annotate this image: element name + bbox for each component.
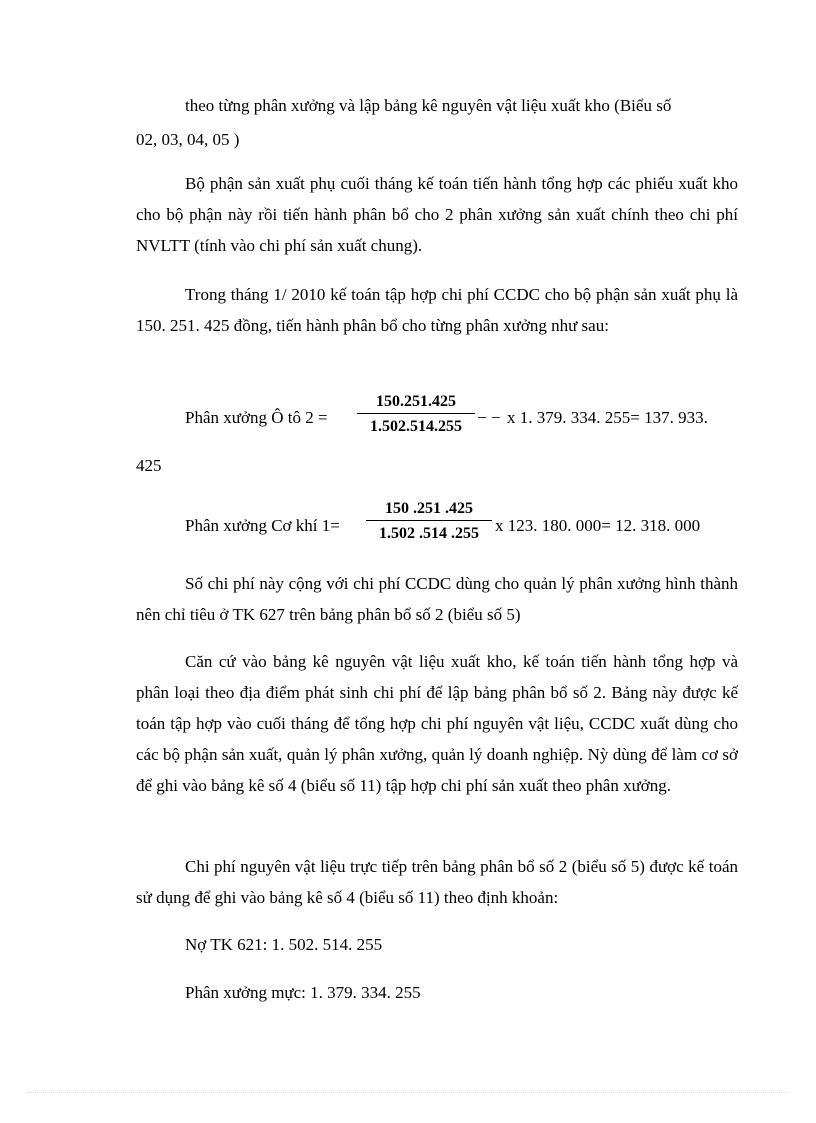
paragraph-5: Căn cứ vào bảng kê nguyên vật liệu xuất kho, kế toán tiến hành tổng hợp và phân loại theo địa điểm phát sinh chi phí để lập bảng phân bổ số 2. Bảng này được kế toán tập hợp vào cuối tháng để tổng hợp chi phí nguyên vật liệu, CCDC xuất dùng cho các bộ phận sản xuất, quản lý phân xưởng, quản lý doanh nghiệp. Nỳ dùng để làm cơ sở để ghi vào bảng kê số 4 (biểu số 11) tập hợp chi phí sản xuất theo phân xưởng. (136, 652, 738, 795)
formula-1-label: Phân xưởng Ô tô 2 = (185, 408, 328, 427)
paragraph-2: Bộ phận sản xuất phụ cuối tháng kế toán tiến hành tổng hợp các phiếu xuất kho cho bộ phận này rồi tiến hành phân bổ cho 2 phân xưởng sản xuất chính theo chi phí NVLTT (tính vào chi phí sản xuất chung). (136, 174, 738, 255)
paragraph-3: Trong tháng 1/ 2010 kế toán tập hợp chi phí CCDC cho bộ phận sản xuất phụ là 150. 251. 425 đồng, tiến hành phân bổ cho từng phân xưởng như sau: (136, 285, 738, 335)
formula-2-label: Phân xưởng Cơ khí 1= (185, 516, 340, 535)
formula-1-fraction (357, 393, 475, 436)
formula-1-continuation: 425 (136, 456, 162, 475)
formula-2-fraction (366, 500, 492, 543)
formula-2-numerator: 150 .251 .425 (366, 500, 492, 521)
page-footer-rule (28, 1092, 788, 1093)
formula-1-result: x 1. 379. 334. 255= 137. 933. (507, 408, 708, 427)
paragraph-1-line-1: theo từng phân xưởng và lập bảng kê nguyên vật liệu xuất kho (Biểu số (185, 96, 672, 115)
paragraph-6: Chi phí nguyên vật liệu trực tiếp trên bảng phân bổ số 2 (biểu số 5) được kế toán sử dụng để ghi vào bảng kê số 4 (biểu số 11) theo định khoản: (136, 857, 738, 907)
formula-1-denominator: 1.502.514.255 (370, 418, 462, 435)
formula-1-numerator: 150.251.425 (357, 393, 475, 414)
formula-2-denominator: 1.502 .514 .255 (379, 525, 479, 542)
formula-2-result: x 123. 180. 000= 12. 318. 000 (495, 516, 701, 535)
paragraph-7: Nợ TK 621: 1. 502. 514. 255 (185, 935, 383, 954)
paragraph-8: Phân xưởng mực: 1. 379. 334. 255 (185, 983, 421, 1002)
formula-1-dashes: − − (477, 408, 501, 427)
paragraph-1-line-2: 02, 03, 04, 05 ) (136, 130, 240, 149)
paragraph-4: Số chi phí này cộng với chi phí CCDC dùng cho quản lý phân xưởng hình thành nên chỉ tiêu ở TK 627 trên bảng phân bổ số 2 (biểu số 5) (136, 574, 738, 624)
